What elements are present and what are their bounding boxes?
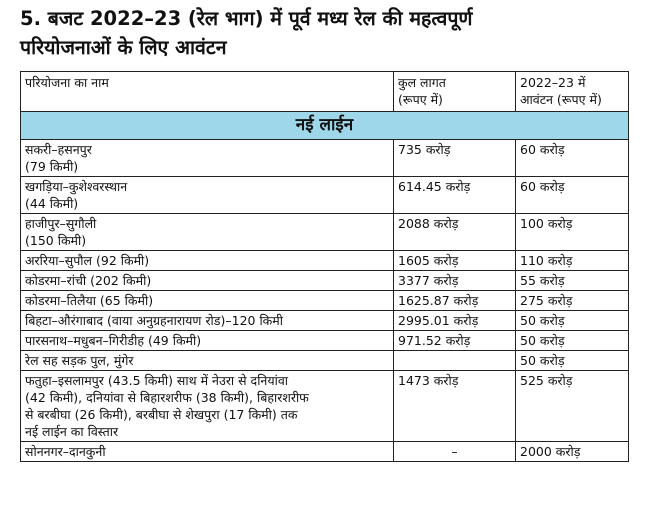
allocation-cell: 50 करोड़ [516, 331, 629, 351]
cost-cell: 2088 करोड़ [394, 214, 516, 251]
project-name-cell: फतुहा–इसलामपुर (43.5 किमी) साथ में नेउरा से दनियांवा (42 किमी), दनियांवा से बिहारशरीफ (38 किमी), बिहारशरीफ से बरबीघा (26 किमी), बरबीघा से शेखपुरा (17 किमी) तक नई लाईन का विस्तार [21, 371, 394, 442]
table-header-row [21, 72, 629, 112]
section-row [21, 112, 629, 140]
cost-cell: 1625.87 करोड़ [394, 291, 516, 311]
project-name-cell: सोननगर–दानकुनी [21, 442, 394, 462]
allocation-cell: 525 करोड़ [516, 371, 629, 442]
allocation-cell: 100 करोड़ [516, 214, 629, 251]
project-name-cell: सकरी–हसनपुर (79 किमी) [21, 140, 394, 177]
allocation-cell: 275 करोड़ [516, 291, 629, 311]
cost-cell [394, 351, 516, 371]
cost-cell: 1605 करोड़ [394, 251, 516, 271]
table-row [21, 351, 629, 371]
header-total-cost: कुल लागत (रूपए में) [394, 72, 516, 112]
header-project-name: परियोजना का नाम [21, 72, 394, 112]
allocation-cell: 55 करोड़ [516, 271, 629, 291]
project-name-cell: हाजीपुर–सुगौली (150 किमी) [21, 214, 394, 251]
cost-cell: 2995.01 करोड़ [394, 311, 516, 331]
table-row [21, 251, 629, 271]
allocation-table [20, 71, 629, 462]
allocation-cell: 50 करोड़ [516, 311, 629, 331]
table-row [21, 271, 629, 291]
heading-line-2: परियोजनाओं के लिए आवंटन [20, 36, 227, 59]
table-row [21, 291, 629, 311]
table-row [21, 331, 629, 351]
cost-cell: 614.45 करोड़ [394, 177, 516, 214]
project-name-cell: अररिया–सुपौल (92 किमी) [21, 251, 394, 271]
table-row [21, 311, 629, 331]
cost-cell: 735 करोड़ [394, 140, 516, 177]
project-name-cell: बिहटा–औरंगाबाद (वाया अनुग्रहनारायण रोड)–120 किमी [21, 311, 394, 331]
table-row [21, 371, 629, 442]
allocation-cell: 110 करोड़ [516, 251, 629, 271]
table-row [21, 214, 629, 251]
heading-line-1: 5. बजट 2022–23 (रेल भाग) में पूर्व मध्य रेल की महत्वपूर्ण [20, 7, 473, 30]
cost-cell: 1473 करोड़ [394, 371, 516, 442]
project-name-cell: खगड़िया–कुशेश्वरस्थान (44 किमी) [21, 177, 394, 214]
cost-cell: 971.52 करोड़ [394, 331, 516, 351]
table-row [21, 140, 629, 177]
allocation-cell: 50 करोड़ [516, 351, 629, 371]
page-heading [20, 4, 640, 62]
section-title-new-line: नई लाईन [21, 112, 629, 140]
project-name-cell: रेल सह सड़क पुल, मुंगेर [21, 351, 394, 371]
project-name-cell: पारसनाथ–मधुबन–गिरीडीह (49 किमी) [21, 331, 394, 351]
project-name-cell: कोडरमा–रांची (202 किमी) [21, 271, 394, 291]
cost-cell: – [394, 442, 516, 462]
header-allocation: 2022–23 में आवंटन (रूपए में) [516, 72, 629, 112]
cost-cell: 3377 करोड़ [394, 271, 516, 291]
table-row [21, 442, 629, 462]
allocation-cell: 60 करोड़ [516, 177, 629, 214]
table-row [21, 177, 629, 214]
allocation-cell: 60 करोड़ [516, 140, 629, 177]
allocation-cell: 2000 करोड़ [516, 442, 629, 462]
project-name-cell: कोडरमा–तिलैया (65 किमी) [21, 291, 394, 311]
